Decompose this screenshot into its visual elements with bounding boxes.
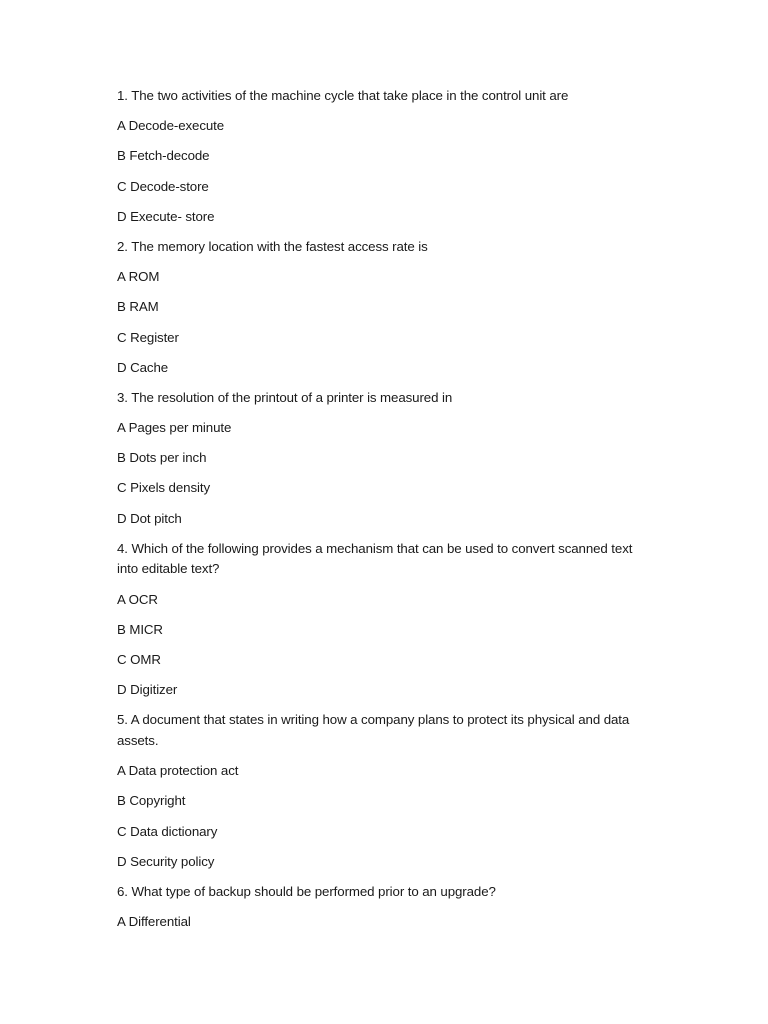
answer-option: A Decode-execute	[117, 118, 225, 134]
answer-option: D Digitizer	[117, 682, 178, 698]
question-text: 5. A document that states in writing how a company plans to protect its physical and data assets.	[117, 712, 630, 748]
question-text: 4. Which of the following provides a mechanism that can be used to convert scanned text into editable text?	[117, 540, 633, 577]
answer-option: D Dot pitch	[117, 510, 182, 526]
answer-option: C Data dictionary	[117, 823, 218, 839]
question-block-5	[117, 710, 638, 872]
question-text: 3. The resolution of the printout of a printer is measured in	[117, 389, 453, 405]
answer-option: D Security policy	[117, 853, 215, 869]
answer-option: B MICR	[117, 621, 163, 637]
answer-option: C Register	[117, 329, 179, 345]
question-block-2	[117, 237, 638, 378]
question-text: 2. The memory location with the fastest access rate is	[117, 238, 428, 254]
answer-option: D Cache	[117, 359, 169, 375]
answer-option: C Decode-store	[117, 178, 209, 194]
question-block-3	[117, 388, 638, 529]
answer-option: A Differential	[117, 914, 191, 930]
answer-option: A Data protection act	[117, 763, 239, 779]
answer-option: B Fetch-decode	[117, 148, 210, 164]
question-text: 1. The two activities of the machine cycle that take place in the control unit are	[117, 88, 569, 103]
question-text: 6. What type of backup should be performed prior to an upgrade?	[117, 883, 496, 899]
answer-option: A ROM	[117, 269, 160, 285]
question-block-6	[117, 882, 638, 933]
answer-option: A OCR	[117, 591, 158, 607]
answer-option: A Pages per minute	[117, 420, 232, 436]
answer-option: B Dots per inch	[117, 450, 207, 466]
answer-option: C Pixels density	[117, 480, 210, 496]
question-block-1	[117, 86, 638, 227]
question-block-4	[117, 539, 638, 701]
answer-option: B Copyright	[117, 793, 186, 809]
answer-option: D Execute- store	[117, 208, 215, 224]
answer-option: B RAM	[117, 299, 159, 315]
answer-option: C OMR	[117, 651, 161, 667]
